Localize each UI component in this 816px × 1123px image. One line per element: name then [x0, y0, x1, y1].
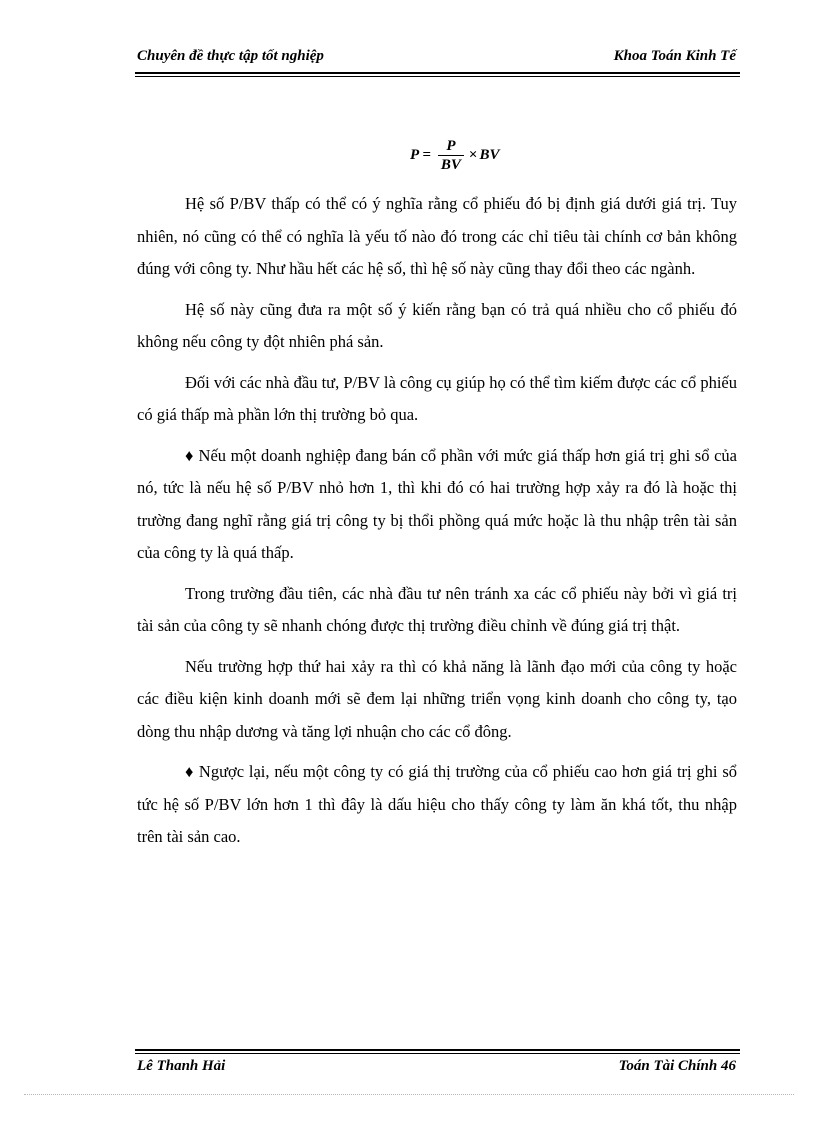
footer-rule [135, 1049, 740, 1051]
page-edge-line [24, 1094, 794, 1095]
formula-lhs: P = [410, 146, 431, 163]
header-left-text: Chuyên đề thực tập tốt nghiệp [137, 48, 324, 64]
pbv-formula [410, 133, 530, 177]
bullet-paragraph: ♦ Nếu một doanh nghiệp đang bán cổ phần với mức giá thấp hơn giá trị ghi sổ của nó, tức là nếu hệ số P/BV nhỏ hơn 1, thì khi đó có hai trường hợp xảy ra đó là hoặc thị trường đang nghĩ rằng giá trị công ty bị thổi phồng quá mức hoặc là thu nhập trên tài sản của công ty là quá thấp. [137, 445, 737, 562]
header-right-text: Khoa Toán Kinh Tế [613, 48, 736, 64]
running-footer [135, 1058, 740, 1080]
paragraph: Trong trường đầu tiên, các nhà đầu tư nên tránh xa các cổ phiếu này bởi vì giá trị tài sản của công ty sẽ nhanh chóng được thị trường điều chỉnh về đúng giá trị thật. [137, 583, 737, 635]
formula-factor: BV [479, 146, 500, 163]
header-rule-thin [135, 76, 740, 77]
formula-fraction [438, 137, 464, 174]
formula-denominator: BV [440, 156, 461, 173]
paragraph: Hệ số này cũng đưa ra một số ý kiến rằng bạn có trả quá nhiều cho cổ phiếu đó không nếu công ty đột nhiên phá sản. [137, 299, 737, 351]
running-header [135, 48, 740, 70]
footer-page-label: Toán Tài Chính 46 [618, 1058, 736, 1074]
footer-rule-thin [135, 1053, 740, 1054]
footer-author: Lê Thanh Hải [137, 1058, 226, 1074]
formula-times-sign: × [468, 146, 478, 163]
paragraph: Nếu trường hợp thứ hai xảy ra thì có khả năng là lãnh đạo mới của công ty hoặc các điều kiện kinh doanh mới sẽ đem lại những triển vọng kinh doanh cho công ty, tạo dòng thu nhập dương và tăng lợi nhuận cho các cổ đông. [137, 656, 737, 741]
body-text [137, 188, 737, 862]
formula-numerator: P [446, 137, 456, 154]
header-rule [135, 72, 740, 74]
paragraph: Đối với các nhà đầu tư, P/BV là công cụ giúp họ có thể tìm kiếm được các cổ phiếu có giá thấp mà phần lớn thị trường bỏ qua. [137, 372, 737, 424]
paragraph: Hệ số P/BV thấp có thể có ý nghĩa rằng cổ phiếu đó bị định giá dưới giá trị. Tuy nhiên, nó cũng có thể có nghĩa là yếu tố nào đó trong các chỉ tiêu tài chính cơ bản không đúng với công ty. Như hầu hết các hệ số, thì hệ số này cũng thay đổi theo các ngành. [137, 194, 737, 278]
bullet-paragraph: ♦ Ngược lại, nếu một công ty có giá thị trường của cổ phiếu cao hơn giá trị ghi sổ tức hệ số P/BV lớn hơn 1 thì đây là dấu hiệu cho thấy công ty làm ăn khá tốt, thu nhập trên tài sản cao. [137, 762, 737, 846]
